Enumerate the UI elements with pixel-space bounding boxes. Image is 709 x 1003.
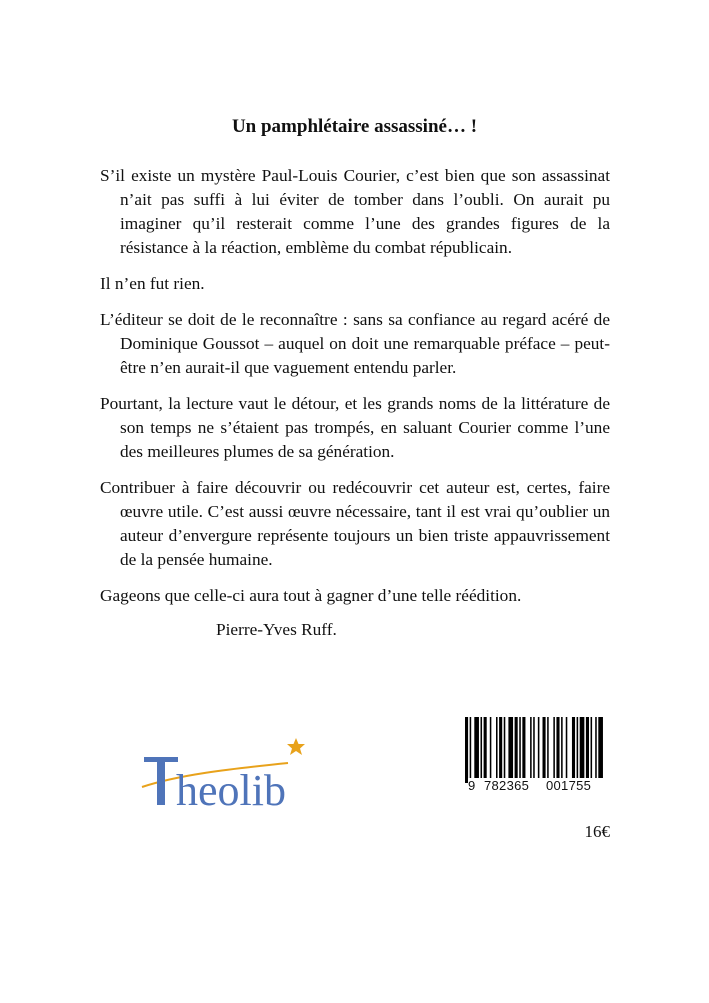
barcode-bar (465, 717, 468, 783)
isbn-group-1: 782365 (484, 778, 530, 793)
paragraph: Gageons que celle-ci aura tout à gagner d’une telle réédition. (100, 586, 522, 605)
paragraph: Il n’en fut rien. (100, 274, 205, 293)
barcode-bar (515, 717, 518, 783)
barcode-graphic (457, 715, 610, 785)
barcode-bar (577, 717, 579, 783)
barcode-bar (595, 717, 597, 783)
barcode-bar (490, 717, 492, 783)
barcode-bar (566, 717, 568, 783)
barcode-bar (474, 717, 479, 783)
publisher-logo (138, 735, 328, 825)
paragraph: Contribuer à faire découvrir ou redécouvrir cet auteur est, certes, faire œuvre utile. C’est aussi œuvre nécessaire, tant il est vrai qu’oublier un auteur d’envergure représente toujours un bien triste appauvrissement de la pensée humaine. (100, 478, 610, 569)
barcode-bar (519, 717, 521, 783)
barcode-bar (481, 717, 483, 783)
barcode-bar (543, 717, 546, 783)
barcode-bar (504, 717, 506, 783)
paragraph: Pourtant, la lecture vaut le détour, et les grands noms de la littérature de son temps ne s’étaient pas trompés, en saluant Courier comme l’une des meilleures plumes de sa génération. (100, 394, 610, 461)
isbn-group-2: 001755 (546, 778, 592, 793)
barcode-bar (530, 717, 532, 783)
barcode-bar (484, 717, 487, 783)
price: 16€ (584, 822, 610, 841)
barcode-bar (533, 717, 535, 783)
isbn-first-digit: 9 (468, 778, 476, 793)
barcode-bar (499, 717, 502, 783)
star-icon (287, 738, 305, 755)
publisher-name: heolib (176, 766, 286, 815)
barcode-bar (553, 717, 555, 783)
barcode-bar (561, 717, 563, 783)
barcode-bar (586, 717, 589, 783)
signature: Pierre-Yves Ruff. (216, 620, 337, 639)
back-cover-text (100, 164, 610, 642)
paragraph: S’il existe un mystère Paul-Louis Courier, c’est bien que son assassinat n’ait pas suffi à lui éviter de tomber dans l’oubli. On aurait pu imaginer qu’il resterait comme l’une des grandes figures de la résistance à la réaction, emblème du combat républicain. (100, 166, 610, 257)
barcode-bar (538, 717, 540, 783)
barcode-bar (522, 717, 525, 783)
isbn-number (468, 778, 608, 793)
barcode-bar (547, 717, 549, 783)
barcode-bar (598, 717, 603, 783)
barcode-bar (591, 717, 593, 783)
page-title: Un pamphlétaire assassiné… ! (231, 116, 478, 137)
barcode-bar (556, 717, 559, 783)
barcode-bar (470, 717, 472, 783)
barcode-bar (572, 717, 575, 783)
barcode-bar (508, 717, 513, 783)
barcode-bar (496, 717, 498, 783)
theolib-logo-graphic (138, 735, 328, 825)
paragraph: L’éditeur se doit de le reconnaître : sans sa confiance au regard acéré de Dominique Goussot – auquel on doit une remarquable préface – peut-être n’en aurait-il que vaguement entendu parler. (100, 310, 610, 377)
barcode-bar (580, 717, 585, 783)
